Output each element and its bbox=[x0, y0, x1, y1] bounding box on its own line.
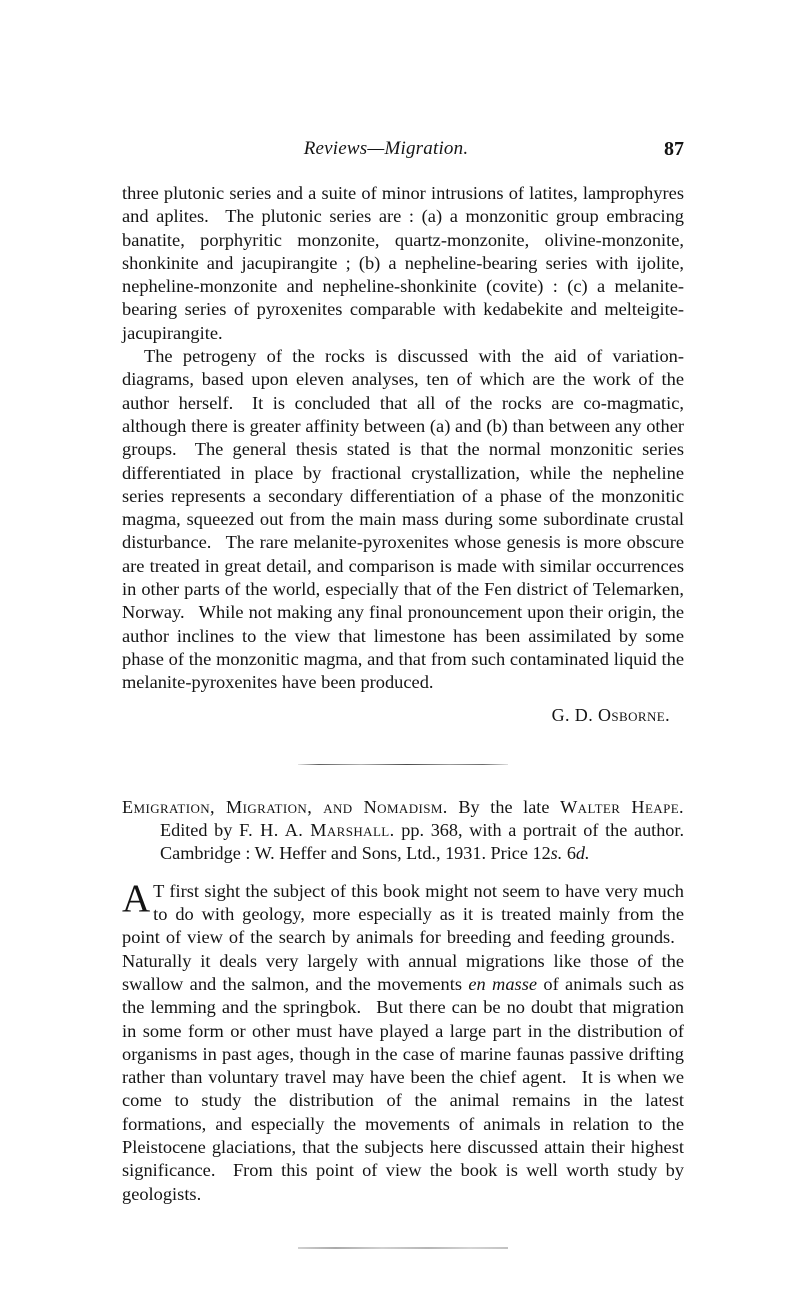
review-heape-editor: F. H. A. Marshall. bbox=[239, 819, 395, 840]
divider-rule-faint bbox=[298, 1247, 508, 1249]
review-osborne-signature: G. D. Osborne. bbox=[551, 704, 670, 725]
section-divider-top bbox=[122, 752, 684, 770]
review-heape-heading bbox=[122, 796, 684, 866]
review-heape-price-shillings: 12 bbox=[532, 843, 551, 864]
page-number: 87 bbox=[664, 138, 684, 160]
section-divider-bottom bbox=[122, 1236, 684, 1254]
review-heape-price-lead: Price bbox=[490, 843, 528, 864]
review-heape-price-pence: 6 bbox=[566, 843, 576, 864]
divider-rule bbox=[298, 764, 508, 765]
review-heape-editor-lead: Edited by bbox=[160, 819, 233, 840]
review-heape-body bbox=[122, 876, 684, 1206]
running-head bbox=[122, 138, 684, 164]
review-heape-byline-lead: By the late bbox=[458, 796, 550, 817]
review-heape-price-shillings-unit: s. bbox=[550, 843, 563, 864]
review-heape-title: Emigration, Migration, and Nomadism. bbox=[122, 796, 448, 817]
review-heape-imprint: Cambridge : W. Heffer and Sons, Ltd., 1931. bbox=[160, 843, 486, 864]
drop-cap-initial: A bbox=[122, 876, 151, 920]
review-heape-body-part-1: T first sight the subject of this book might not seem to have very much to do with geology, more especially as it is treated mainly from the point of view of the search by animals for breeding and feeding grounds. Naturally it deals very largely with annual migrations like those of the swallow and the salmon, and the movements bbox=[122, 880, 684, 994]
review-heape-extent: pp. 368, with a portrait of the author. bbox=[401, 819, 685, 840]
review-heape-body-part-2: of animals such as the lemming and the springbok. But there can be no doubt that migration in some form or other must have played a large part in the distribution of organisms in past ages, though in the case of marine faunas passive drifting rather than voluntary travel may have been the chief agent. It is when we come to study the distribution of the animal remains in the latest formations, and especially the movements of animals in relation to the Pleistocene glaciations, that the subjects here discussed attain their highest significance. From this point of view the book is well worth study by geologists. bbox=[122, 973, 684, 1204]
review-heape-price-pence-unit: d. bbox=[575, 843, 590, 864]
text-column bbox=[122, 182, 684, 1254]
review-osborne-paragraph-2: The petrogeny of the rocks is discussed with the aid of variation-diagrams, based upon eleven analyses, ten of which are the work of the author herself. It is concluded that all of the rocks are co-magmatic, although there is greater affinity between (a) and (b) than between any other groups. The general thesis stated is that the normal monzonitic series differentiated in place by fractional crystallization, while the nepheline series represents a secondary differentiation of a phase of the monzonitic magma, squeezed out from the main mass during some subordinate crustal disturbance. The rare melanite-pyroxenites whose genesis is more obscure are treated in great detail, and comparison is made with similar occurrences in other parts of the world, especially that of the Fen district of Telemarken, Norway. While not making any final pronouncement upon their origin, the author inclines to the view that limestone has been assimilated by some phase of the monzonitic magma, and that from such contaminated liquid the melanite-pyroxenites have been produced. bbox=[122, 346, 684, 693]
review-heape-body-italic: en masse bbox=[468, 973, 538, 994]
review-osborne-paragraph-1: three plutonic series and a suite of minor intrusions of latites, lamprophyres and aplites. The plutonic series are : (a) a monzonitic group embracing banatite, porphyritic monzonite, quartz-monzonite, olivine-monzonite, shonkinite and jacupirangite ; (b) a nepheline-bearing series with ijolite, nepheline-monzonite and nepheline-shonkinite (covite) : (c) a melanite-bearing series of pyroxenites comparable with kedabekite and melteigite-jacupirangite. bbox=[122, 183, 684, 343]
running-head-title: Reviews—Migration. bbox=[303, 138, 469, 159]
review-heape-author: Walter Heape. bbox=[560, 796, 684, 817]
